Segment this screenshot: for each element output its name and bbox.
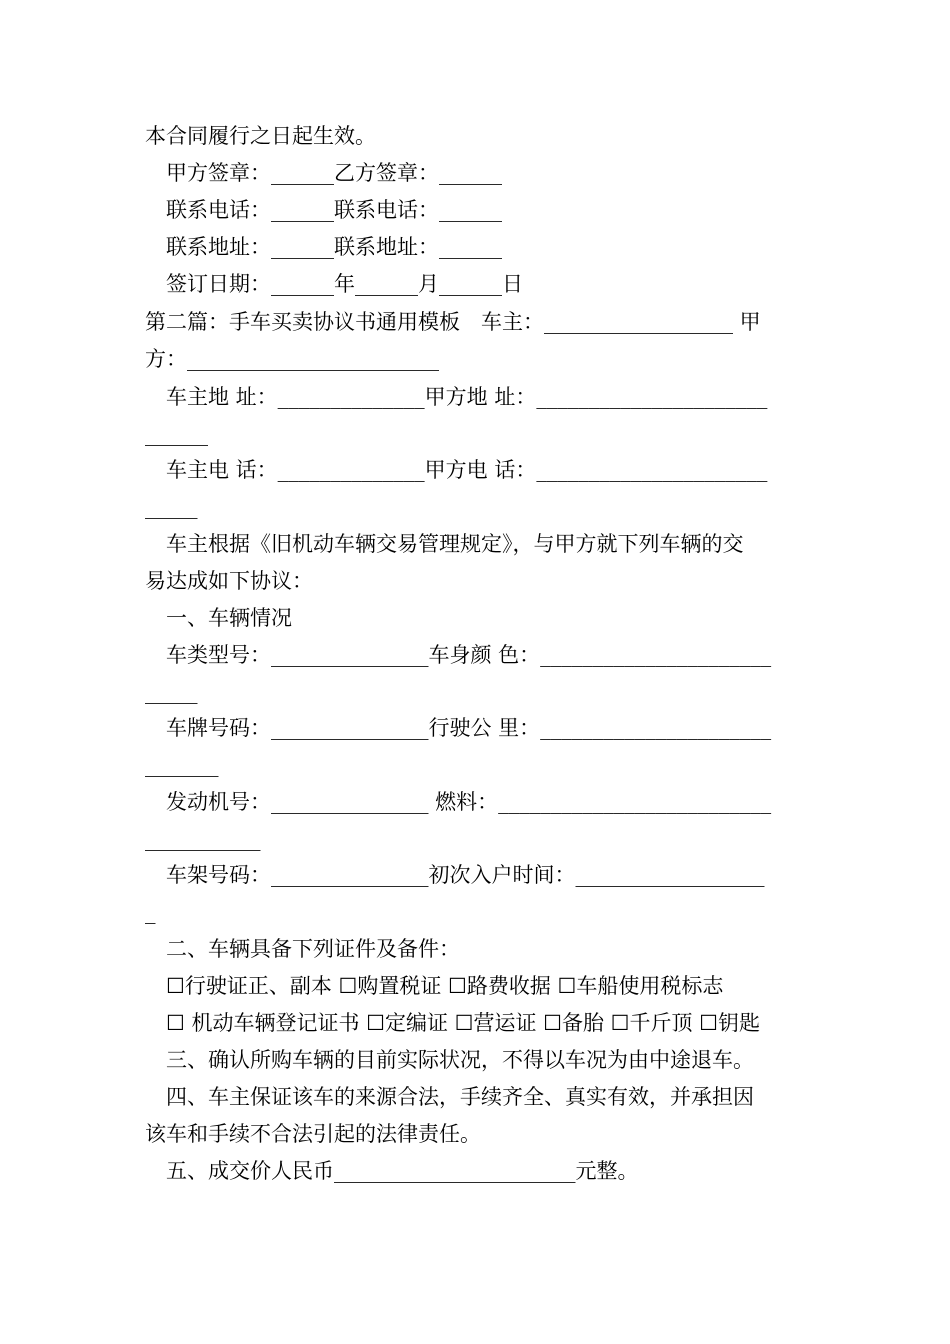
text-line: 甲方签章：______乙方签章：______ (166, 161, 502, 185)
section-title: 二、车辆具备下列证件及备件： (166, 937, 460, 961)
text-line: _____ (145, 680, 198, 704)
text-line: _____ (145, 495, 198, 519)
section-title: 一、车辆情况 (166, 606, 292, 630)
checkbox-line: ☐行驶证正、副本 ☐购置税证 ☐路费收据 ☐车船使用税标志 (166, 974, 724, 998)
text-line: 方：________________________ (145, 347, 439, 371)
text-line: 签订日期：______年______月______日 (166, 272, 523, 296)
text-line: ______ (145, 422, 208, 446)
text-line: _ (145, 900, 156, 924)
paragraph-line: 易达成如下协议： (145, 569, 313, 593)
paragraph-line: 五、成交价人民币_______________________元整。 (166, 1159, 639, 1183)
paragraph-line: 车主根据《旧机动车辆交易管理规定》，与甲方就下列车辆的交 (166, 532, 744, 556)
paragraph-line: 四、车主保证该车的来源合法，手续齐全、真实有效，并承担因 (166, 1085, 754, 1109)
text-line: 车架号码：_______________初次入户时间：__________________ (166, 863, 765, 887)
text-line: 发动机号：_______________ 燃料：__________________________ (166, 790, 772, 814)
paragraph-line: 三、确认所购车辆的目前实际状况，不得以车况为由中途退车。 (166, 1048, 754, 1072)
text-line: 车类型号：_______________车身颜 色：______________________ (166, 643, 772, 667)
paragraph-line: 该车和手续不合法引起的法律责任。 (145, 1122, 481, 1146)
text-line: 车主地 址：______________甲方地 址：______________________ (166, 385, 768, 409)
text-line: 联系电话：______联系电话：______ (166, 198, 502, 222)
text-line: 本合同履行之日起生效。 (145, 124, 376, 148)
section-heading: 第二篇：手车买卖协议书通用模板 车主：__________________ 甲 (145, 310, 761, 334)
checkbox-line: ☐ 机动车辆登记证书 ☐定编证 ☐营运证 ☐备胎 ☐千斤顶 ☐钥匙 (166, 1011, 761, 1035)
text-line: _______ (145, 753, 219, 777)
text-line: 联系地址：______联系地址：______ (166, 235, 502, 259)
text-line: ___________ (145, 827, 261, 851)
text-line: 车牌号码：_______________行驶公 里：______________________ (166, 716, 772, 740)
text-line: 车主电 话：______________甲方电 话：______________________ (166, 458, 768, 482)
